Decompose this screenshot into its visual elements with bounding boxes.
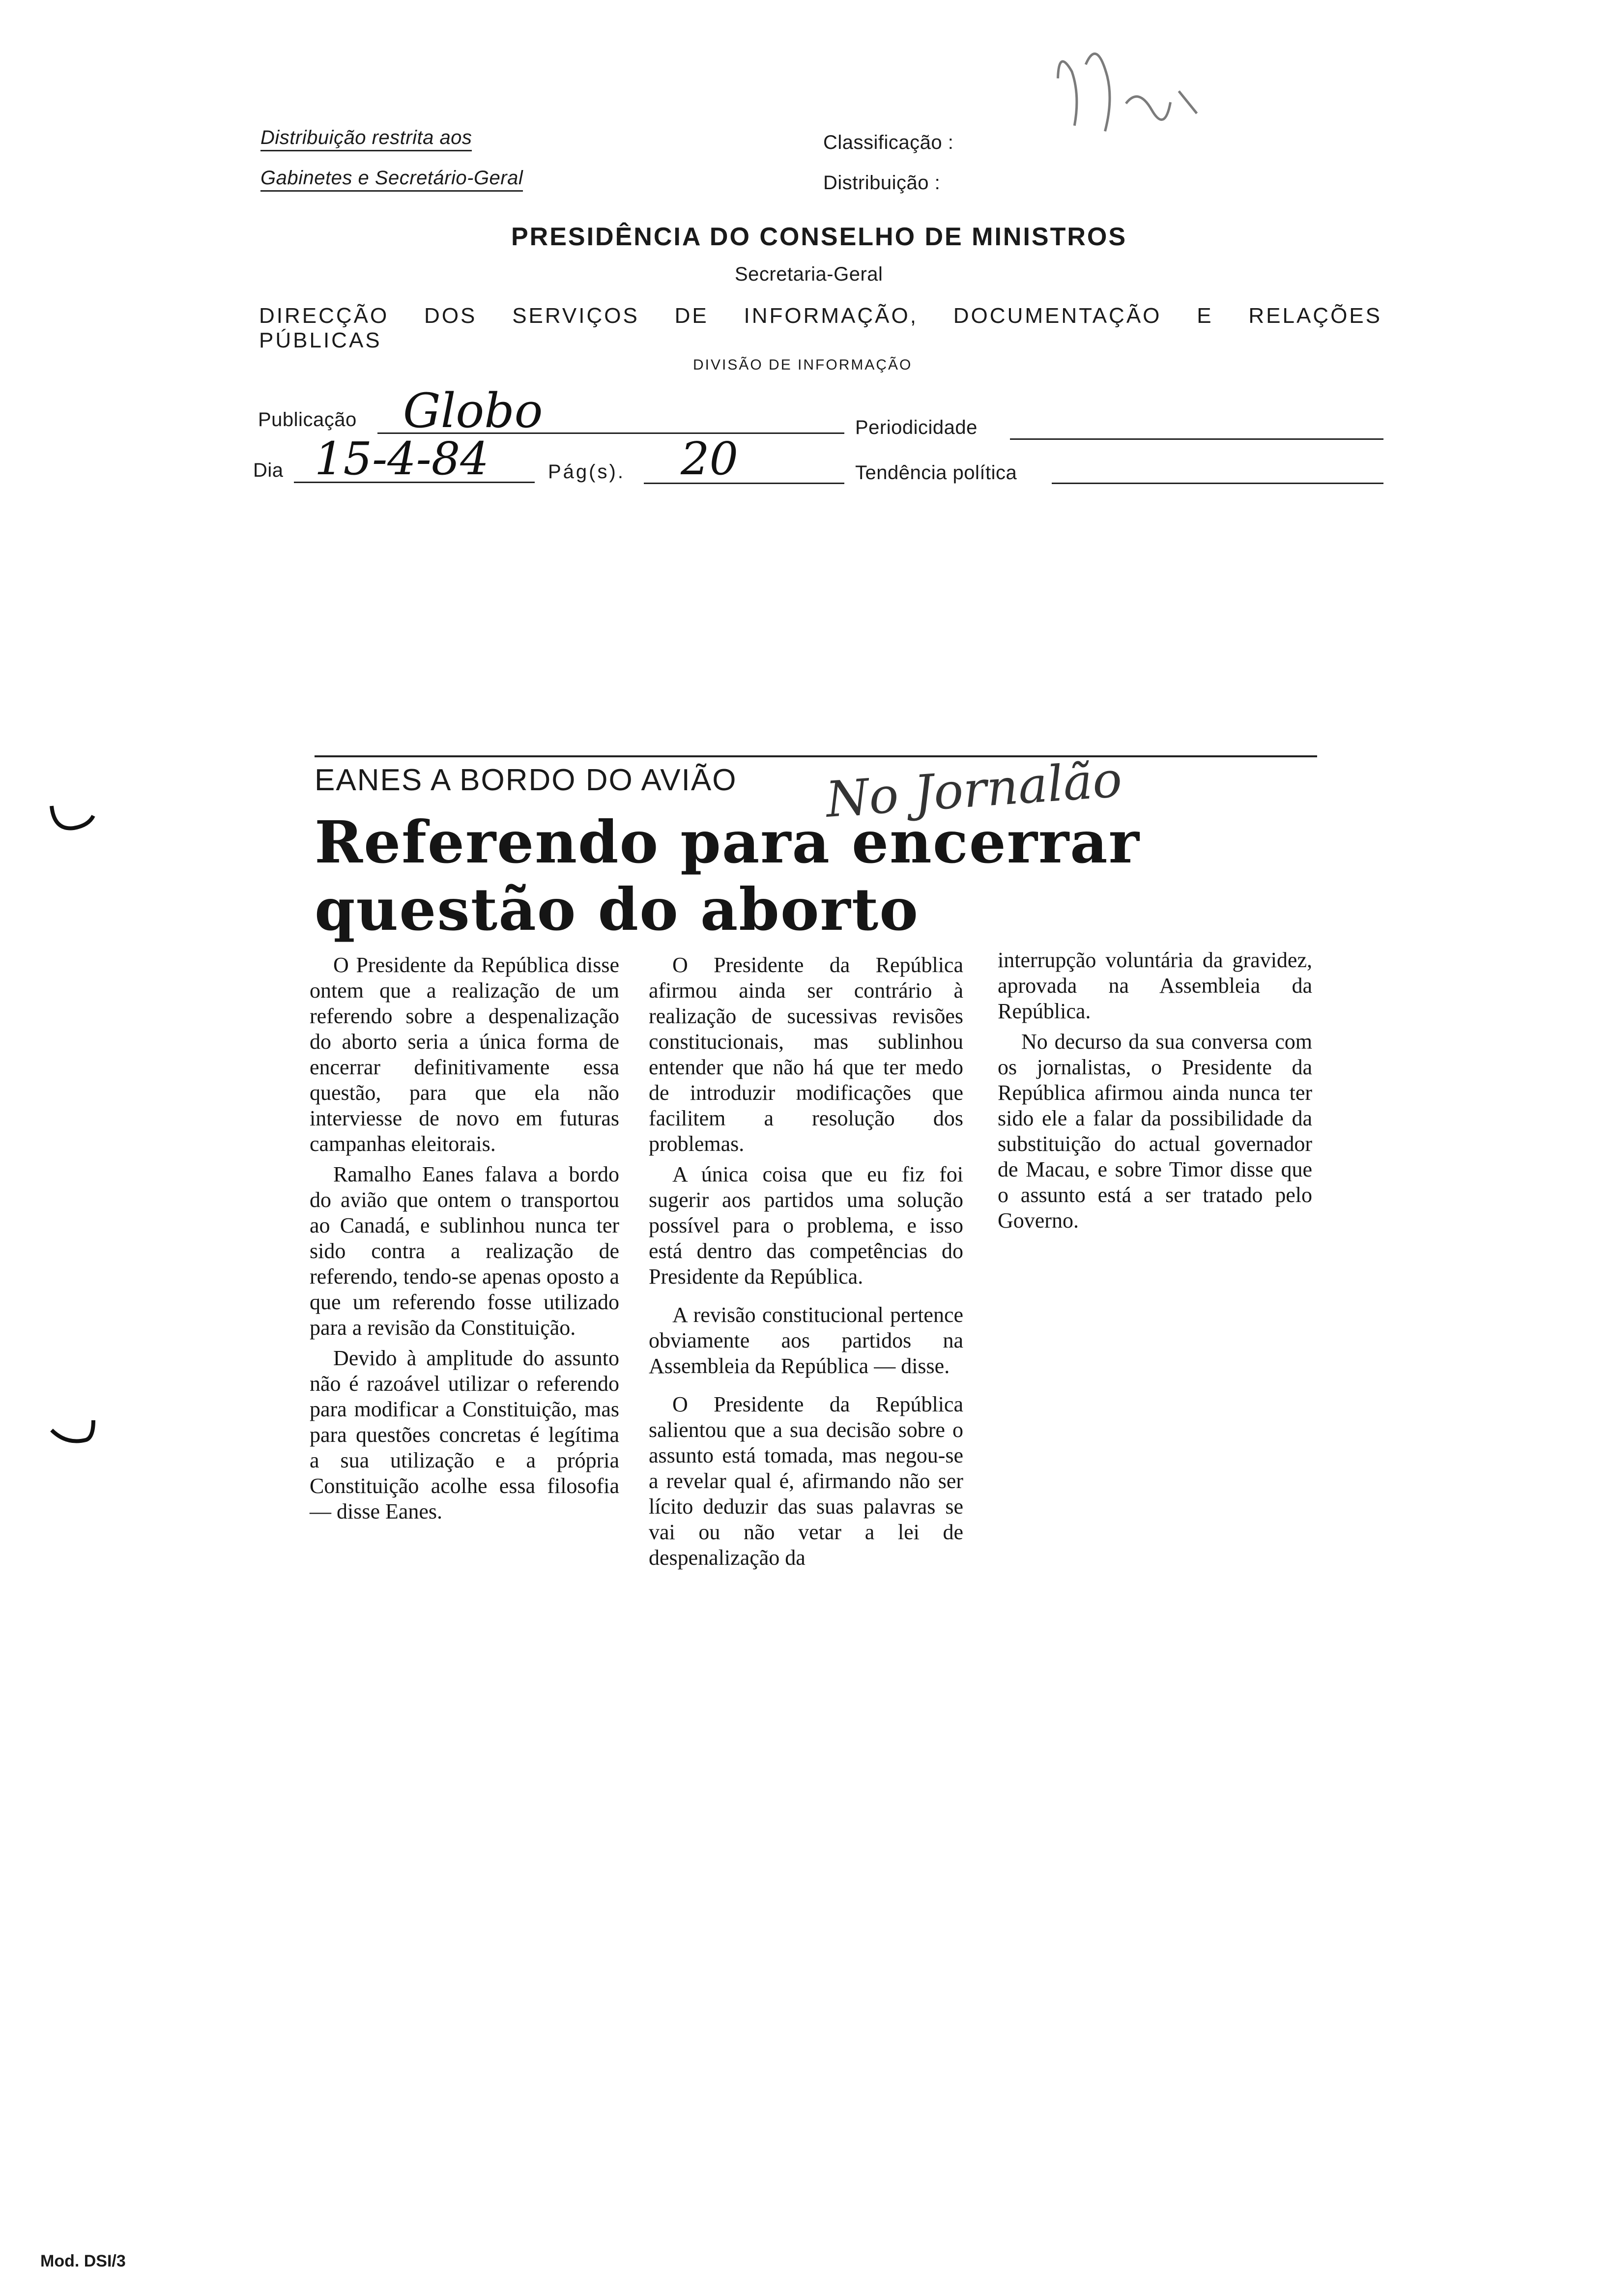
periodicidade-field-line	[1010, 438, 1383, 440]
secretaria-geral: Secretaria-Geral	[735, 263, 883, 285]
pags-label: Pág(s).	[548, 461, 625, 483]
publicacao-label: Publicação	[258, 409, 357, 430]
article-paragraph: A revisão constitucional pertence obviamente aos partidos na Assembleia da República — disse.	[649, 1303, 963, 1378]
article-column-3	[998, 947, 1312, 1238]
dia-value: 15-4-84	[315, 432, 489, 485]
article-column-1	[310, 952, 619, 1529]
tendencia-label: Tendência política	[855, 462, 1017, 484]
handwritten-note: No Jornalão	[824, 750, 1124, 829]
pags-field-line	[644, 483, 844, 484]
article-paragraph: Devido à amplitude do assunto não é razoável utilizar o referendo para modificar a Constituição, mas para questões concretas é legítima a sua utilização e a própria Constituição acolhe essa filosofia — disse Eanes.	[310, 1346, 619, 1523]
dia-label: Dia	[253, 459, 284, 481]
initials-scribble-icon	[1038, 19, 1216, 168]
periodicidade-label: Periodicidade	[855, 417, 978, 438]
restriction-line-1: Distribuição restrita aos	[260, 127, 472, 151]
institution-title: PRESIDÊNCIA DO CONSELHO DE MINISTROS	[511, 223, 1127, 251]
article-paragraph: A única coisa que eu fiz foi sugerir aos partidos uma solução possível para o problema, e isso está dentro das competências do Presidente da República.	[649, 1162, 963, 1289]
article-paragraph: No decurso da sua conversa com os jornalistas, o Presidente da República afirmou ainda nunca ter sido ele a falar da possibilidade da substituição do actual governador de Macau, e sobre Timor disse que o assunto está a ser tratado pelo Governo.	[998, 1030, 1312, 1233]
margin-mark-icon	[44, 796, 98, 840]
tendencia-field-line	[1052, 483, 1383, 484]
restriction-line-2: Gabinetes e Secretário-Geral	[260, 167, 523, 192]
article-headline-line-1: Referendo para encerrar	[315, 808, 1140, 876]
publicacao-value: Globo	[403, 383, 543, 438]
article-paragraph: O Presidente da República disse ontem que a realização de um referendo sobre a despenalização do aborto seria a única forma de encerrar definitivamente essa questão, para que ela não interviesse de novo em futuras campanhas eleitorais.	[310, 953, 619, 1156]
pags-value: 20	[681, 432, 739, 485]
article-kicker: EANES A BORDO DO AVIÃO	[315, 763, 737, 797]
handwritten-initials	[1038, 19, 1218, 180]
article-paragraph: O Presidente da República salientou que a sua decisão sobre o assunto está tomada, mas negou-se a revelar qual é, afirmando não ser lícito deduzir das suas palavras se vai ou não vetar a lei de despenalização da	[649, 1392, 963, 1570]
article-paragraph: O Presidente da República afirmou ainda ser contrário à realização de sucessivas revisões constitucionais, mas sublinhou entender que não há que ter medo de introduzir modificações que facilitem a resolução dos problemas.	[649, 953, 963, 1156]
article-paragraph: Ramalho Eanes falava a bordo do avião que ontem o transportou ao Canadá, e sublinhou nunca ter sido contra a realização de referendo, tendo-se apenas oposto a que um referendo fosse utilizado para a revisão da Constituição.	[310, 1162, 619, 1340]
distribuicao-label: Distribuição :	[823, 172, 941, 194]
direccao-line: DIRECÇÃO DOS SERVIÇOS DE INFORMAÇÃO, DOCUMENTAÇÃO E RELAÇÕES PÚBLICAS	[259, 304, 1382, 352]
article-headline-line-2: questão do aborto	[315, 875, 919, 944]
article-column-2	[649, 952, 963, 1576]
form-code: Mod. DSI/3	[40, 2252, 126, 2270]
article-paragraph: interrupção voluntária da gravidez, aprovada na Assembleia da República.	[998, 948, 1312, 1023]
divisao-informacao: DIVISÃO DE INFORMAÇÃO	[693, 357, 913, 373]
margin-mark-icon	[47, 1415, 101, 1455]
classificacao-label: Classificação :	[823, 132, 954, 153]
clipping-top-rule	[315, 755, 1317, 757]
